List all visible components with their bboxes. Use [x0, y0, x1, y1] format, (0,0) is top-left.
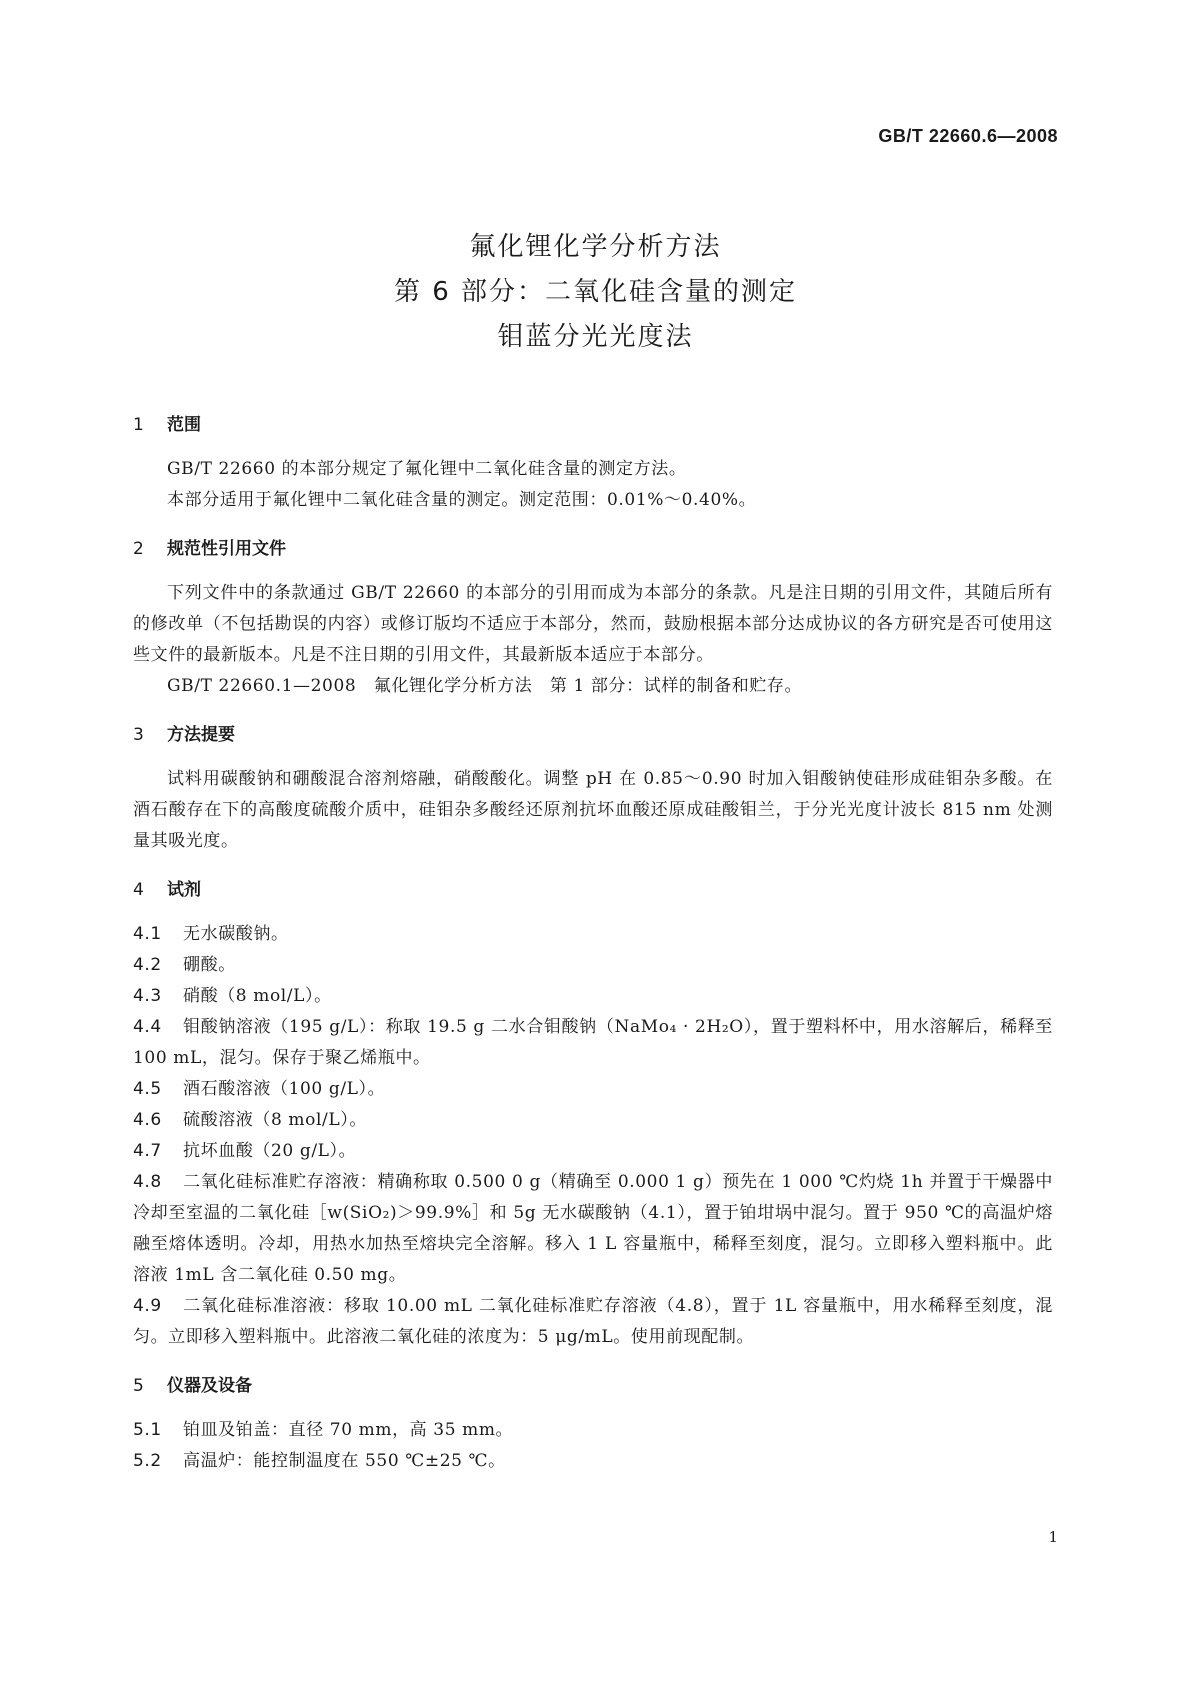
paragraph: 试料用碳酸钠和硼酸混合溶剂熔融，硝酸酸化。调整 pH 在 0.85～0.90 时加入钼酸钠使硅形成硅钼杂多酸。在酒石酸存在下的高酸度硫酸介质中，硅钼杂多酸经还原剂抗坏血酸还原成硅酸钼兰，于分光光度计波长 815 nm 处测量其吸光度。	[133, 769, 1053, 851]
section-number: 4	[133, 880, 144, 900]
document-body	[133, 410, 1053, 1477]
list-item: 4.7 抗坏血酸（20 g/L）。	[133, 1141, 357, 1161]
list-item: 4.4 钼酸钠溶液（195 g/L）：称取 19.5 g 二水合钼酸钠（NaMo₄ · 2H₂O），置于塑料杯中，用水溶解后，稀释至 100 mL，混匀。保存于聚乙烯瓶中。	[133, 1017, 1053, 1068]
reference-entry: GB/T 22660.1—2008 氟化锂化学分析方法 第 1 部分：试样的制备和贮存。	[167, 676, 803, 696]
section-title: 范围	[167, 415, 201, 435]
section-title: 规范性引用文件	[167, 539, 286, 559]
list-item: 4.3 硝酸（8 mol/L）。	[133, 986, 332, 1006]
title-line-2: 第 6 部分：二氧化硅含量的测定	[393, 277, 798, 307]
paragraph: 本部分适用于氟化锂中二氧化硅含量的测定。测定范围：0.01%～0.40%。	[167, 490, 757, 510]
section-title: 试剂	[167, 880, 201, 900]
section-number: 2	[133, 539, 144, 559]
list-item: 5.1 铂皿及铂盖：直径 70 mm，高 35 mm。	[133, 1420, 514, 1440]
section-heading-reagents	[133, 875, 1053, 905]
section-number: 1	[133, 415, 144, 435]
list-item: 4.1 无水碳酸钠。	[133, 924, 289, 944]
standard-code: GB/T 22660.6—2008	[878, 126, 1058, 146]
page-number: 1	[1048, 1528, 1058, 1546]
paragraph: GB/T 22660 的本部分规定了氟化锂中二氧化硅含量的测定方法。	[167, 459, 687, 479]
section-heading-normative-references	[133, 534, 1053, 564]
list-item: 4.2 硼酸。	[133, 955, 236, 975]
section-heading-scope	[133, 410, 1053, 440]
section-title: 仪器及设备	[167, 1376, 252, 1396]
section-heading-apparatus	[133, 1371, 1053, 1401]
list-item: 4.5 酒石酸溶液（100 g/L）。	[133, 1079, 386, 1099]
section-title: 方法提要	[167, 725, 235, 745]
list-item: 5.2 高温炉：能控制温度在 550 ℃±25 ℃。	[133, 1451, 506, 1471]
paragraph: 下列文件中的条款通过 GB/T 22660 的本部分的引用而成为本部分的条款。凡是注日期的引用文件，其随后所有的修改单（不包括勘误的内容）或修订版均不适应于本部分，然而，鼓励根据本部分达成协议的各方研究是否可使用这些文件的最新版本。凡是不注日期的引用文件，其最新版本适应于本部分。	[133, 583, 1053, 665]
title-line-3: 钼蓝分光光度法	[497, 322, 694, 352]
section-number: 3	[133, 725, 144, 745]
section-number: 5	[133, 1376, 144, 1396]
list-item: 4.8 二氧化硅标准贮存溶液：精确称取 0.500 0 g（精确至 0.000 1 g）预先在 1 000 ℃灼烧 1h 并置于干燥器中冷却至室温的二氧化硅［w(SiO₂)＞99.9%］和 5g 无水碳酸钠（4.1），置于铂坩埚中混匀。置于 950 ℃的高温炉熔融至熔体透明。冷却，用热水加热至熔块完全溶解。移入 1 L 容量瓶中，稀释至刻度，混匀。立即移入塑料瓶中。此溶液 1mL 含二氧化硅 0.50 mg。	[133, 1172, 1053, 1285]
list-item: 4.9 二氧化硅标准溶液：移取 10.00 mL 二氧化硅标准贮存溶液（4.8），置于 1L 容量瓶中，用水稀释至刻度，混匀。立即移入塑料瓶中。此溶液二氧化硅的浓度为：5 μg/mL。使用前现配制。	[133, 1296, 1053, 1347]
section-heading-method-summary	[133, 720, 1053, 750]
list-item: 4.6 硫酸溶液（8 mol/L）。	[133, 1110, 367, 1130]
title-line-1: 氟化锂化学分析方法	[469, 232, 722, 262]
